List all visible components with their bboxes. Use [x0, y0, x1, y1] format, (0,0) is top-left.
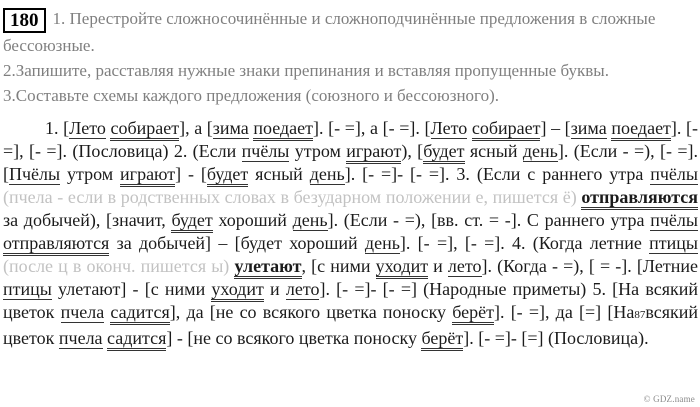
text-segment-pred: играют — [120, 164, 175, 187]
text-segment-subj: Лето — [430, 118, 468, 138]
text-segment-subj: пчела — [60, 302, 105, 322]
text-segment-pred: берёт — [421, 328, 463, 351]
text-segment-plain: за добычей] – [будет хороший — [109, 233, 365, 253]
text-segment-subj: Пчёлы — [9, 164, 61, 184]
text-segment-plain: ]. [- =], а [- =]. [ — [313, 118, 431, 138]
text-segment-plain: ясный — [464, 141, 523, 161]
text-segment-pred: будет — [207, 164, 248, 187]
text-segment-plain: ], а [ — [179, 118, 213, 138]
text-segment-pred: берёт — [452, 302, 494, 325]
text-segment-pred: будет — [171, 210, 212, 233]
text-segment-plain: ]. [- =]- [- =]. 3. (Если с раннего утра — [344, 164, 651, 184]
task-number-box: 180 — [3, 8, 46, 33]
text-segment-pred: отправляются — [3, 233, 109, 256]
text-segment-plain: ] - [ — [175, 164, 207, 184]
text-segment-subj: зима — [212, 118, 249, 138]
text-segment-plain: всякий цветок — [3, 302, 699, 348]
text-segment-predbold: отправляются — [581, 187, 698, 210]
text-segment-plain: 1. [ — [45, 118, 70, 138]
text-segment-plain: ]. [- =]- [=] (Пословица). — [463, 328, 649, 348]
text-segment-note: (пчела - если в родственных словах в безударном положении е, пишется ё) — [3, 187, 577, 207]
text-segment-subj: лето — [447, 256, 482, 276]
instruction-1-text: 1. Перестройте сложносочинённые и сложноподчинённые предложения в сложные бессоюзные. — [3, 9, 656, 55]
text-segment-subj: пчёлы — [241, 141, 290, 161]
text-segment-subj: зима — [570, 118, 607, 138]
text-segment-subj: пчёлы — [650, 164, 698, 184]
text-segment-plain: ), [ — [401, 141, 424, 161]
text-segment-subj: лето — [285, 279, 320, 299]
text-segment-subj: день — [309, 164, 345, 184]
text-segment-plain: ясный — [248, 164, 310, 184]
text-segment-pred: садится — [107, 328, 166, 351]
text-segment-plain: ]. [- =]- [- =] (Народные приметы) 5. [На всякий цветок — [3, 279, 698, 322]
copyright-watermark: © GDZ.name — [643, 394, 695, 404]
text-segment-predbold: улетают — [234, 256, 301, 279]
text-segment-plain: ]. (Если - =), [вв. ст. = -]. С раннего утра — [327, 210, 651, 230]
text-segment-plain: ]. (Когда - =), [ = -]. [Летние — [481, 256, 699, 276]
text-segment-plain: ] - [не со всякого цветка поноску — [166, 328, 422, 348]
text-segment-subj: день — [364, 233, 400, 253]
text-segment-subj: птицы — [649, 233, 699, 253]
instruction-1 — [3, 6, 698, 58]
text-segment-pred: собирает — [110, 118, 179, 141]
instruction-3: 3.Составьте схемы каждого предложения (союзного и бессоюзного). — [3, 86, 499, 105]
text-segment-plain: ], да [не со всякого цветка поноску — [169, 302, 453, 322]
text-segment-pred: поедает — [611, 118, 671, 141]
text-segment-pred: поедает — [253, 118, 313, 141]
text-segment-subj: Лето — [69, 118, 106, 138]
text-segment-plain: ]. [- =], [- =]. (Пословица) 2. (Если — [3, 118, 699, 161]
instruction-2: 2.Запишите, расставляя нужные знаки препинания и вставляя пропущенные буквы. — [3, 61, 609, 80]
text-segment-plain: за добычей), [значит, — [3, 210, 172, 230]
text-segment-plain: и — [263, 279, 286, 299]
text-segment-subj: день — [522, 141, 558, 161]
text-segment-pred: уходит — [376, 256, 428, 279]
text-segment-subj: птицы — [3, 279, 52, 299]
text-segment-pred: будет — [423, 141, 464, 164]
solution-paragraph — [3, 117, 698, 350]
text-segment-plain: ] – [ — [540, 118, 571, 138]
text-segment-plain: ]. (Если - =), [- =]. [ — [3, 141, 698, 184]
text-segment-plain: улетают] - [с ними — [51, 279, 212, 299]
text-segment-pred: садится — [110, 302, 169, 325]
text-segment-plain: и — [428, 256, 448, 276]
text-segment-plain: ]. [- =], да [=] [На — [494, 302, 635, 322]
text-segment-note: (после ц в оконч. пишется ы) — [3, 256, 230, 276]
text-segment-plain: хороший — [212, 210, 293, 230]
text-segment-pred: собирает — [472, 118, 541, 141]
text-segment-subj: день — [292, 210, 328, 230]
text-segment-pred: играют — [346, 141, 401, 164]
text-segment-plain: ]. [- =], [- =]. 4. (Когда летние — [399, 233, 650, 253]
text-segment-pred: уходит — [211, 279, 263, 302]
text-segment-subj: пчела — [58, 328, 103, 348]
text-segment-artifact: 87 — [634, 309, 646, 321]
text-segment-subj: пчёлы — [650, 210, 698, 230]
text-segment-plain: утром — [289, 141, 347, 161]
text-segment-plain: , [с ними — [301, 256, 376, 276]
text-segment-plain: утром — [60, 164, 121, 184]
